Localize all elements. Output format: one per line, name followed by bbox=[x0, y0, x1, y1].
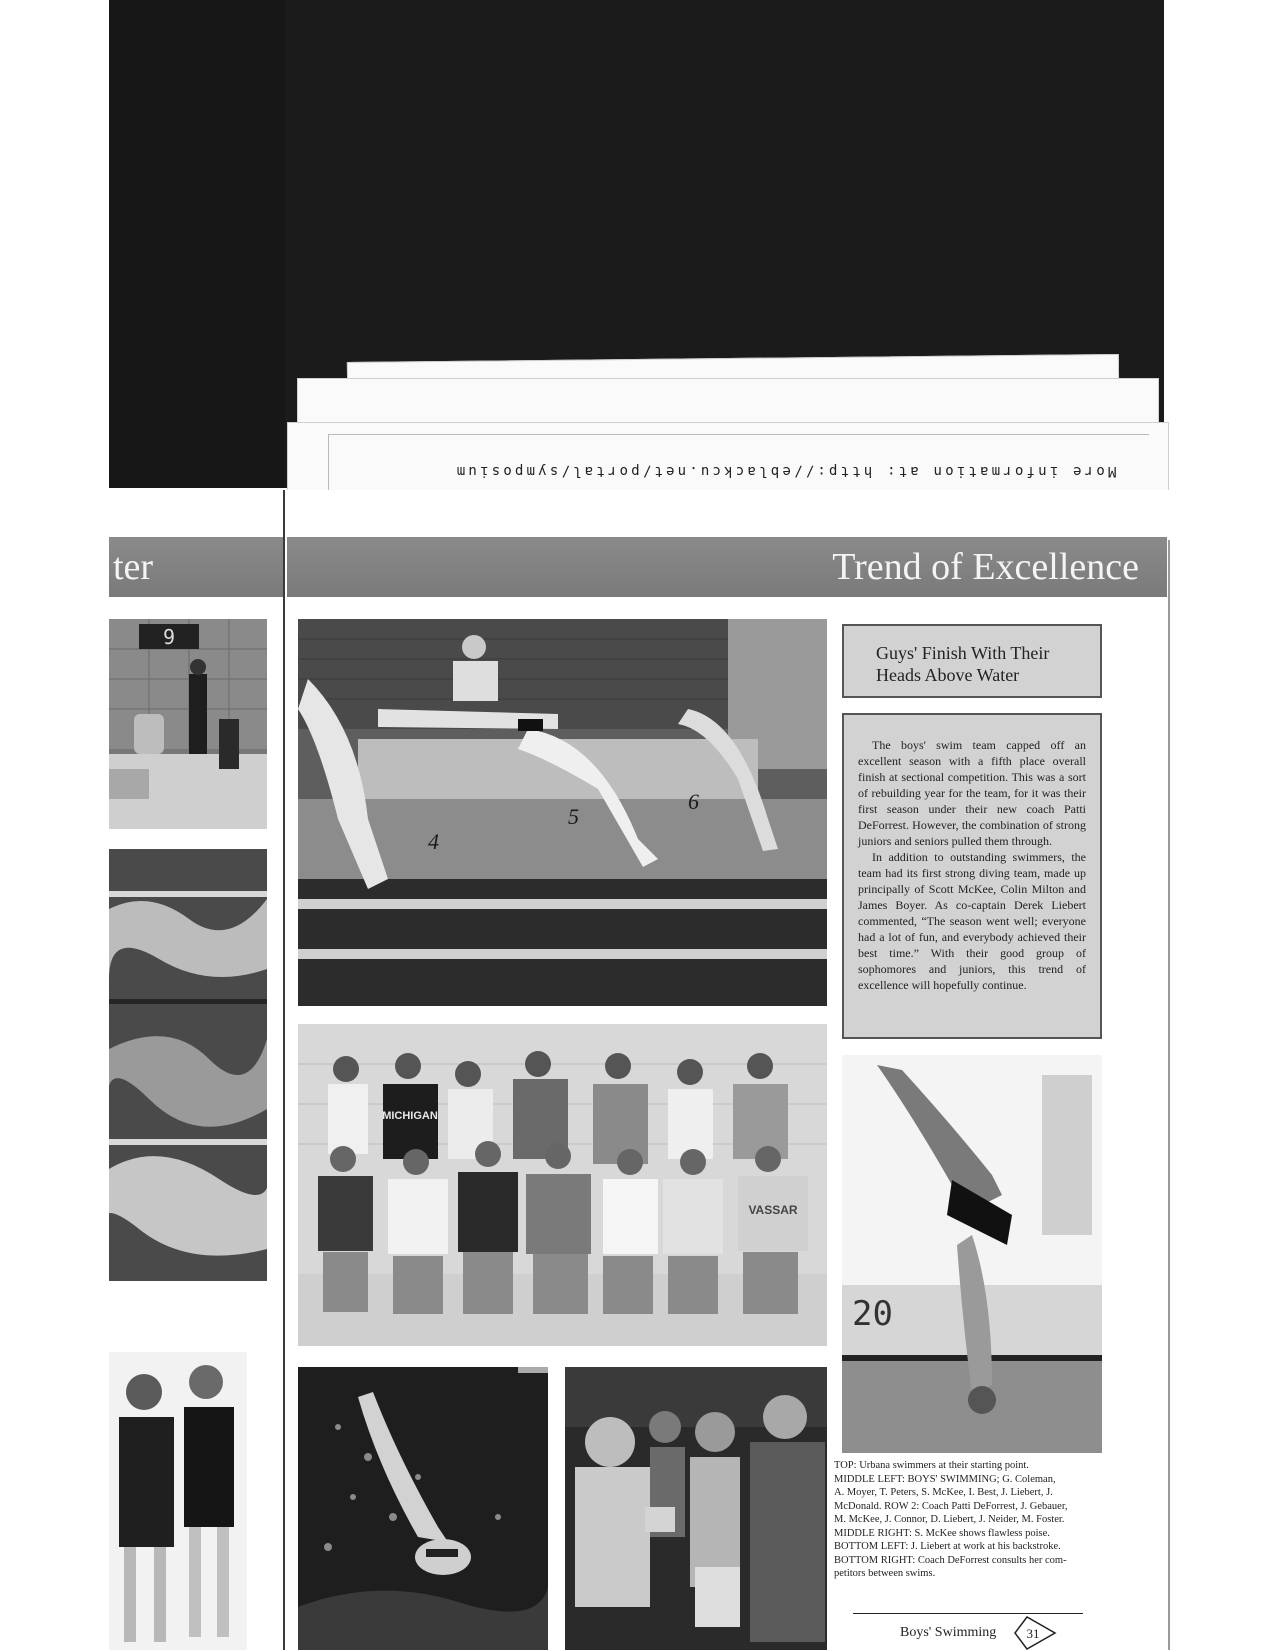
sidebar-headline-line1: Guys' Finish With Their bbox=[876, 643, 1050, 663]
page-gutter bbox=[283, 490, 285, 1650]
caption-line: petitors between swims. bbox=[834, 1568, 936, 1579]
top-photo-starting-blocks bbox=[298, 619, 827, 1006]
caption-line: BOTTOM LEFT: J. Liebert at work at his backstroke. bbox=[834, 1541, 1061, 1552]
photo-caption bbox=[834, 1459, 1104, 1581]
lane-number-5: 5 bbox=[568, 804, 579, 829]
shirt-text-vassar: VASSAR bbox=[748, 1203, 798, 1217]
story-paragraph-1: The boys' swim team capped off an excellent season with a fifth place overall finish at sectional competition. This was a sort of rebuilding year for the team, for it was their first season under their new coach Patti DeForrest. However, the combination of strong juniors and seniors pulled them through. bbox=[858, 738, 1086, 848]
scan-dark-strip bbox=[109, 0, 285, 488]
caption-line: M. McKee, J. Connor, D. Liebert, J. Neider, M. Foster. bbox=[834, 1514, 1065, 1525]
sidebar-headline-box bbox=[842, 624, 1102, 698]
page-number: 31 bbox=[1026, 1626, 1040, 1641]
caption-line: BOTTOM RIGHT: Coach DeForrest consults her com- bbox=[834, 1554, 1067, 1566]
lane-number-4: 4 bbox=[428, 829, 439, 854]
bottom-left-photo-backstroke bbox=[298, 1367, 548, 1650]
middle-right-photo-diver bbox=[842, 1055, 1102, 1453]
header-band bbox=[287, 537, 1167, 597]
footer-section-label: Boys' Swimming bbox=[900, 1625, 997, 1640]
caption-line: MIDDLE RIGHT: S. McKee shows flawless poise. bbox=[834, 1527, 1050, 1539]
right-page-edge bbox=[1168, 540, 1170, 1650]
middle-photo-team bbox=[298, 1024, 827, 1346]
page-title: Trend of Excellence bbox=[832, 546, 1139, 588]
upside-down-notice: More information at: http://eblackcu.net/portal/symposium bbox=[453, 463, 1117, 479]
left-timer-digits: 9 bbox=[162, 625, 176, 649]
dive-board-number: 20 bbox=[852, 1294, 893, 1334]
page-number-badge bbox=[1013, 1615, 1057, 1651]
caption-line: A. Moyer, T. Peters, S. McKee, I. Best, J. Liebert, J. bbox=[834, 1487, 1053, 1498]
left-header-fragment: ter bbox=[113, 546, 154, 588]
left-header-band bbox=[109, 537, 283, 597]
bottom-right-photo-coach bbox=[565, 1367, 827, 1650]
sidebar-headline-line2: Heads Above Water bbox=[876, 665, 1020, 685]
footer-rule bbox=[853, 1613, 1083, 1614]
left-photo-girl-swimmers bbox=[109, 1352, 247, 1650]
story-box bbox=[842, 713, 1102, 1039]
caption-line: MIDDLE LEFT: BOYS' SWIMMING; G. Coleman, bbox=[834, 1473, 1056, 1485]
left-photo-pool-timer bbox=[109, 619, 267, 829]
caption-line: TOP: Urbana swimmers at their starting point. bbox=[834, 1460, 1029, 1471]
shirt-text-michigan: MICHIGAN bbox=[382, 1110, 438, 1122]
left-photo-water-splash bbox=[109, 849, 267, 1281]
lane-number-6: 6 bbox=[688, 789, 699, 814]
caption-line: McDonald. ROW 2: Coach Patti DeForrest, J. Gebauer, bbox=[834, 1500, 1068, 1512]
story-paragraph-2: In addition to outstanding swimmers, the team had its first strong diving team, made up principally of Scott McKee, Colin Milton and James Boyer. As co-captain Derek Liebert commented, “The season went well; everyone had a lot of fun, and everybody achieved their best time.” With their good group of sophomores and juniors, this trend of excellence will hopefully continue. bbox=[858, 850, 1086, 992]
